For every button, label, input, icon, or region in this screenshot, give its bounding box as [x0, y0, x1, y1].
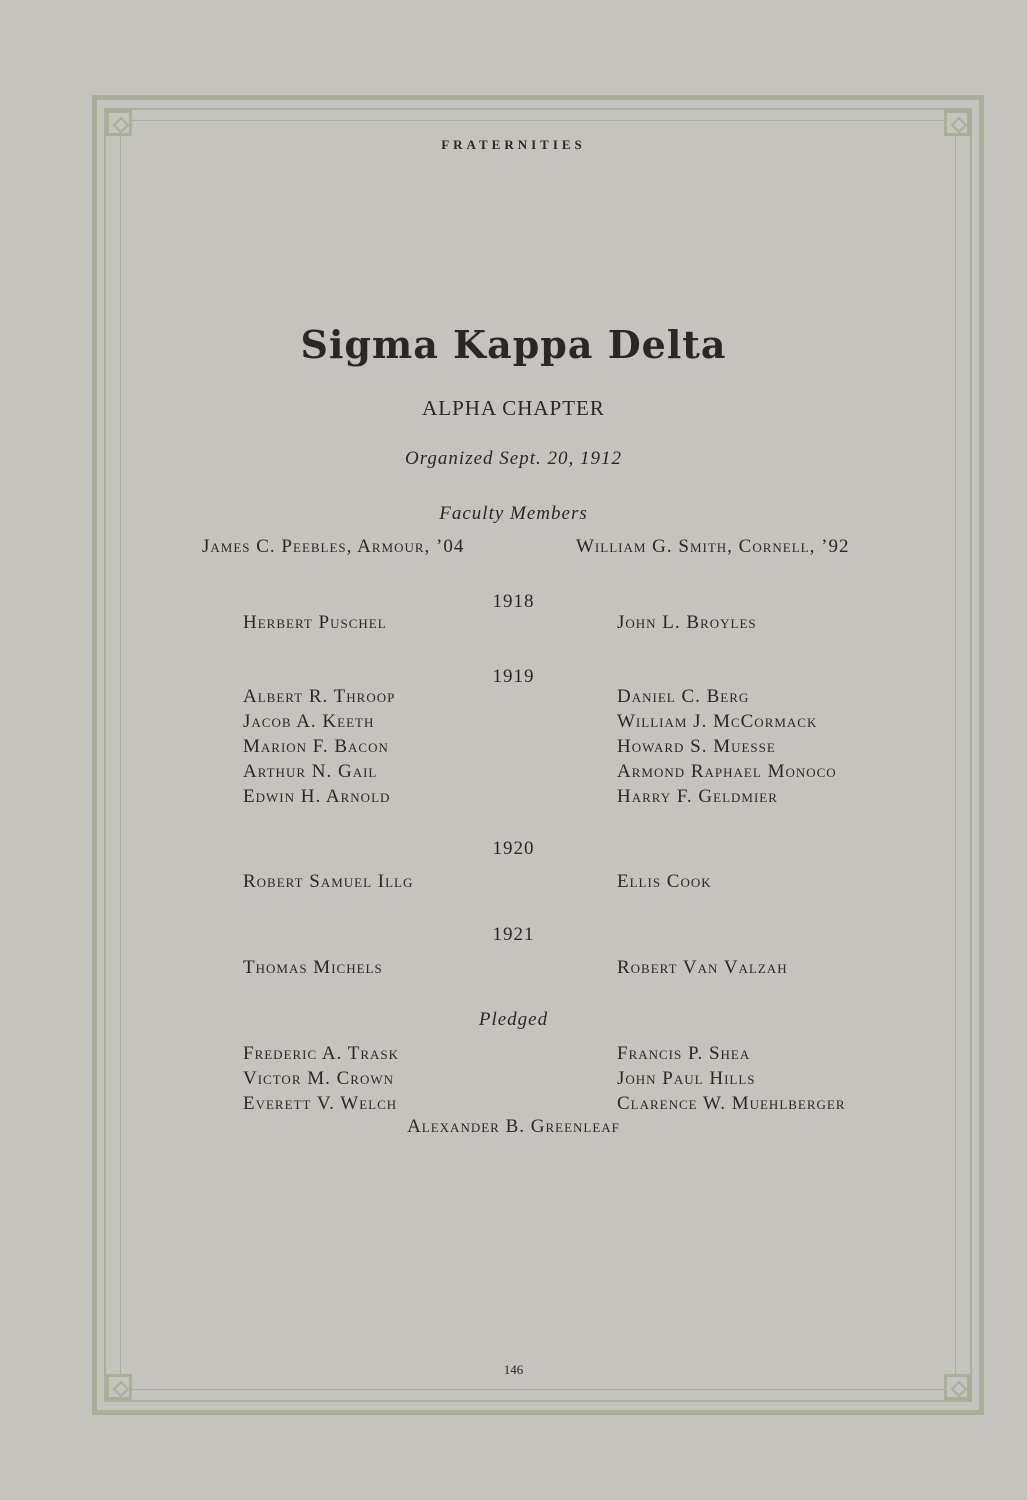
member-name: Jacob A. Keeth — [243, 711, 375, 732]
member-name: Albert R. Throop — [243, 686, 396, 707]
member-name: William J. McCormack — [617, 711, 818, 732]
running-header: FRATERNITIES — [441, 137, 586, 152]
member-name: Armond Raphael Monoco — [617, 761, 837, 782]
chapter-name: ALPHA CHAPTER — [422, 396, 605, 420]
member-name: Edwin H. Arnold — [243, 786, 391, 807]
member-name: Ellis Cook — [617, 871, 712, 892]
member-name: Marion F. Bacon — [243, 736, 389, 757]
member-name: Daniel C. Berg — [617, 686, 750, 707]
class-year: 1920 — [492, 838, 535, 859]
class-list-right — [617, 610, 757, 635]
page-title: Sigma Kappa Delta — [300, 322, 727, 367]
member-name: Thomas Michels — [243, 957, 383, 978]
member-name: Everett V. Welch — [243, 1093, 398, 1114]
pledged-heading: Pledged — [478, 1009, 549, 1030]
member-name: Arthur N. Gail — [243, 761, 378, 782]
class-list-right — [617, 869, 712, 894]
pledged-list-left — [243, 1041, 399, 1116]
class-list-left — [243, 684, 395, 809]
class-list-left — [243, 610, 387, 635]
member-name: Robert Samuel Illg — [243, 871, 414, 892]
member-name: Howard S. Muesse — [617, 736, 776, 757]
class-list-left — [243, 955, 383, 980]
faculty-heading: Faculty Members — [439, 503, 588, 524]
class-list-right — [617, 955, 788, 980]
page-number: 146 — [503, 1362, 524, 1377]
member-name: Alexander B. Greenleaf — [407, 1116, 620, 1137]
faculty-member: James C. Peebles, Armour, ’04 — [202, 536, 465, 557]
class-list-right — [617, 684, 837, 809]
pledged-list-right — [617, 1041, 846, 1116]
member-name: Robert Van Valzah — [617, 957, 788, 978]
member-name: Frederic A. Trask — [243, 1043, 400, 1064]
member-name: John L. Broyles — [617, 612, 757, 633]
class-list-left — [243, 869, 413, 894]
faculty-member: William G. Smith, Cornell, ’92 — [576, 536, 850, 557]
member-name: Clarence W. Muehlberger — [617, 1093, 846, 1114]
class-year: 1921 — [492, 924, 535, 945]
member-name: Harry F. Geldmier — [617, 786, 778, 807]
corner-ornament-icon — [944, 110, 970, 136]
class-year: 1918 — [492, 591, 535, 612]
member-name: John Paul Hills — [617, 1068, 756, 1089]
member-name: Victor M. Crown — [243, 1068, 395, 1089]
member-name: Herbert Puschel — [243, 612, 387, 633]
class-year: 1919 — [492, 666, 535, 687]
member-name: Francis P. Shea — [617, 1043, 751, 1064]
corner-ornament-icon — [106, 110, 132, 136]
organized-date: Organized Sept. 20, 1912 — [405, 448, 622, 469]
